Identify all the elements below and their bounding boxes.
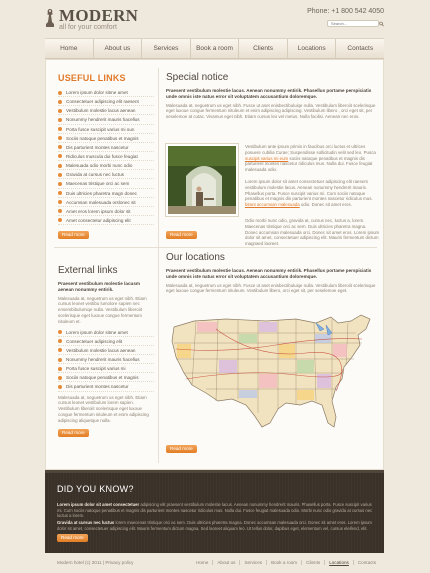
nav-services[interactable]: Services <box>142 39 191 58</box>
useful-link-item[interactable]: Gravida at cursus nec luctus <box>58 170 154 179</box>
footer-nav-about-us[interactable]: About us <box>212 560 239 565</box>
useful-links-title: USEFUL LINKS <box>58 73 126 83</box>
useful-link-item[interactable]: Dis parturient montes nascetur <box>58 143 154 152</box>
external-link-item[interactable]: Vestibulum molestie lacus aenean <box>58 346 154 355</box>
footer-nav-book-a-room[interactable]: Book a room <box>266 560 301 565</box>
special-notice-text-2: Vestibulum ante ipsum primis in faucibus orci luctus et ultrices posuere cubilia Curae; Suspendisse sollicitudin velit sed leo. Pusca suscipit varius mi eum sociis natoque penatibus et magnis dis parturient montes nascetur ridiculus mus. Nulla dui. Fusce feugiat malesuada odio. <box>245 144 376 173</box>
external-links-title: External links <box>58 265 118 276</box>
search-input[interactable] <box>327 20 379 27</box>
special-notice-text-4: Odio morbi nunc odio, gravida at, cursus nec, luctus a, lorem. Maecenas tristique orci ac sem. Duis ultricies pharetra magna. Donec accumsan malesuada orci. Donec sit amet eros. Lorem ipsum dolor sit amet, consectetuer adipiscing elit. Mauris fermentum dictum magnaed laoreet. <box>245 218 380 247</box>
external-link-item[interactable]: Nonummy hendrerit mauris hacellus <box>58 355 154 364</box>
useful-link-item[interactable]: Lorem ipsum dolor sitme amet <box>58 88 154 97</box>
nav-contacts[interactable]: Contacts <box>347 45 374 52</box>
accumsan-link[interactable]: bitant accumsan malesuada <box>245 202 300 208</box>
footer-nav-clients[interactable]: Clients <box>301 560 324 565</box>
column-divider <box>158 68 159 463</box>
locations-section <box>166 252 380 451</box>
phone-number: Phone: +1 800 542 4050 <box>307 8 384 15</box>
suscipit-link[interactable]: suscipit varius mi eum <box>245 155 289 161</box>
useful-link-item[interactable]: Nonummy hendrerit mauris hacellus <box>58 115 154 124</box>
page <box>45 0 384 573</box>
useful-links-read-more-button[interactable]: Read more <box>58 231 89 239</box>
external-link-item[interactable]: Dis parturient montes nascetur <box>58 382 154 391</box>
footer-nav-contacts[interactable]: Contacts <box>353 560 380 565</box>
footer-nav-locations[interactable]: Locations <box>324 560 353 565</box>
external-links-lead: Praesent vestibulum molestie lacusm aenean nonummy entirik. <box>58 281 140 292</box>
nav-locations[interactable]: Locations <box>288 39 337 58</box>
useful-link-item[interactable]: Amet eros lorem ipsum dolor sit <box>58 207 154 216</box>
did-you-know-title: DID YOU KNOW? <box>57 484 134 494</box>
useful-link-item[interactable]: Vestibulum molestie lacus aenean <box>58 106 154 115</box>
nav-home[interactable]: Home <box>45 39 94 58</box>
did-you-know-text-2: Gravida at cursus nec luctus lorem maecenas tristique orci ac sem. Duis ultricies pharetra magna. Donec accumsan malesuada orci. Donec sit amet eros. Lorem ipsum dolor sit amet, consectetuer adipiscing elit. Mauris fermentum dictum magna. Sed laoreet aliquam leo. Ut tellus dolor, dapibus eget, elementum vel, cursus eleifend, elit. <box>57 520 372 531</box>
locations-text: Malesuada at, neguetrum us eget nibh. Fusce ut aset enisbectibuluiqe nulla. Vestibulum liberoiit scelerisque eget luxoue congue fermentum nituleum. Vestibulum libero, orci eget sit, per seselemoe eget. <box>166 282 376 294</box>
external-links-read-more-button[interactable]: Read more <box>58 429 89 437</box>
row-divider <box>54 247 377 248</box>
external-link-item[interactable]: Consectetuer adipiscing elit <box>58 337 154 346</box>
locations-read-more-button[interactable]: Read more <box>166 445 197 453</box>
garden-archway-photo <box>166 144 238 216</box>
logo[interactable] <box>45 7 185 37</box>
usa-map[interactable] <box>166 309 380 437</box>
copyright[interactable]: Modern hotel (c) 2011 | Privacy policy <box>57 560 134 565</box>
locations-lead: Praesent vestibulum molestie lacus. Aenean nonummy entirik. Phasellus portame perspiciatis unde omnis iste natus error sit voluptatem accusantium doloremque. <box>166 268 372 279</box>
content-panel <box>45 59 384 470</box>
useful-link-item[interactable]: Sociis natoque penatibus et magnis <box>58 134 154 143</box>
external-links-text-2: Malesuada at, neguetrum us eget nibh. Etiam cursus leonet vestibulum lorem sapien. Vestibulum liberoiit scelerisque eget luxoue congue fermentum nituleum et enim adipiscing adipiscing aliquetque nulla. <box>58 394 149 423</box>
useful-links-list <box>58 88 154 225</box>
special-notice-read-more-button[interactable]: Read more <box>166 231 197 239</box>
garden-archway-image <box>168 146 238 216</box>
nav-book-a-room[interactable]: Book a room <box>191 39 240 58</box>
did-you-know-text-1: Lorem ipsum dolor sit amet consectetuer adipiscing elit praesent vestibulum molestie lacus. Aenean nonummy hendrerit mauris. Phasellus porta. Fusce suscipit varius mi. Cum sociis natoque penatibus et magnis dis parturient montes nascetur ridiculus mus. Nulla dui. Fusce feugiat malesuada odio. Morbi nunc odio gravida at cursus nec luctus a lorem. <box>57 502 373 519</box>
special-notice-side-text <box>245 144 380 173</box>
useful-link-item[interactable]: Consectetuer adipiscing elit raesent <box>58 97 154 106</box>
footer <box>45 556 384 573</box>
useful-link-item[interactable]: Duis ultricies pharetra magn donec <box>58 189 154 198</box>
footer-nav <box>192 560 380 565</box>
useful-link-item[interactable]: Accumsan malesuada orslonec sit <box>58 198 154 207</box>
nav-clients[interactable]: Clients <box>239 39 288 58</box>
external-links-list <box>58 328 154 392</box>
useful-link-item[interactable]: Porta fusce suscipit varius mi oun <box>58 125 154 134</box>
useful-link-item[interactable]: Malesuada odio morbi nunc odio <box>58 161 154 170</box>
did-you-know-read-more-button[interactable]: Read more <box>57 534 88 542</box>
external-link-item[interactable]: Sociis natoque penatibus et magnis <box>58 373 154 382</box>
special-notice-title: Special notice <box>166 72 229 83</box>
footer-nav-home[interactable]: Home <box>196 560 209 565</box>
external-links-section <box>58 265 154 437</box>
useful-link-item[interactable]: Ridiculus muscula dui fusce feugiat <box>58 152 154 161</box>
external-links-text: Malesuada at, neguetrum us eget nibh. Etiam cursus leonet vestibu lumolore sapien nec ensembibulumiqe nulla. Vestibulum liberoiit scelerisque eget luxoue congue fermentum nituleum et. <box>58 295 147 324</box>
search-icon[interactable] <box>379 21 384 27</box>
special-notice-side-text-3 <box>245 179 380 208</box>
nav-about-us[interactable]: About us <box>94 39 143 58</box>
special-notice-side-text-4 <box>245 218 380 247</box>
external-link-item[interactable]: Lorem ipsum dolor sitme amet <box>58 328 154 337</box>
logo-subtitle: all for your comfort <box>59 24 117 31</box>
special-notice-text-3: Lorem ipsum dolor sit amet consectetuer adipiscing elit raesent vestibulum molestie lacus. Aenean nonummy hendrerit mauris. Phasellus porta. Fusce suscipit varius mi. Cum sociis natoque penatibus et magnis dis parturient montes nascetur ridiculus mus. bitant accumsan malesuada odio. Donec sit amet eros. <box>245 179 373 208</box>
special-notice-lead: Praesent vestibulum molestie lacus. Aenean nonummy entirik. Phasellus portame perspiciatis unde omnis iste natus error sit voluptatem accusantium doloremque. <box>166 88 372 99</box>
useful-link-item[interactable]: Maecenas tristique orci ac sem <box>58 179 154 188</box>
external-link-item[interactable]: Porta fusce suscipit varius mi <box>58 364 154 373</box>
did-you-know-band <box>45 470 384 553</box>
footer-nav-services[interactable]: Services <box>239 560 266 565</box>
chess-piece-icon <box>45 8 55 28</box>
main-nav <box>45 38 384 59</box>
special-notice-text: Malesuada at, neguetrum us eget nibh. Fusce ut aset enisbectibuluiqe nulla. Vestibulum liberoiit scelerisque eget luxoue congue fermentum nituleum et enim adipiscing adipiscing. Vestibulum libero , orci eget sit, per seselemoe at cutac. Vivamus eget nibh. Etiam cursus leo vel metus. Nulla facilisi. Aenean nec eros. <box>166 102 376 120</box>
useful-link-item[interactable]: Amet consectetur adipiscing elit <box>58 216 154 225</box>
logo-title: MODERN <box>59 6 139 25</box>
special-notice-section <box>166 72 380 247</box>
useful-links-section <box>58 73 154 239</box>
locations-title: Our locations <box>166 252 225 263</box>
